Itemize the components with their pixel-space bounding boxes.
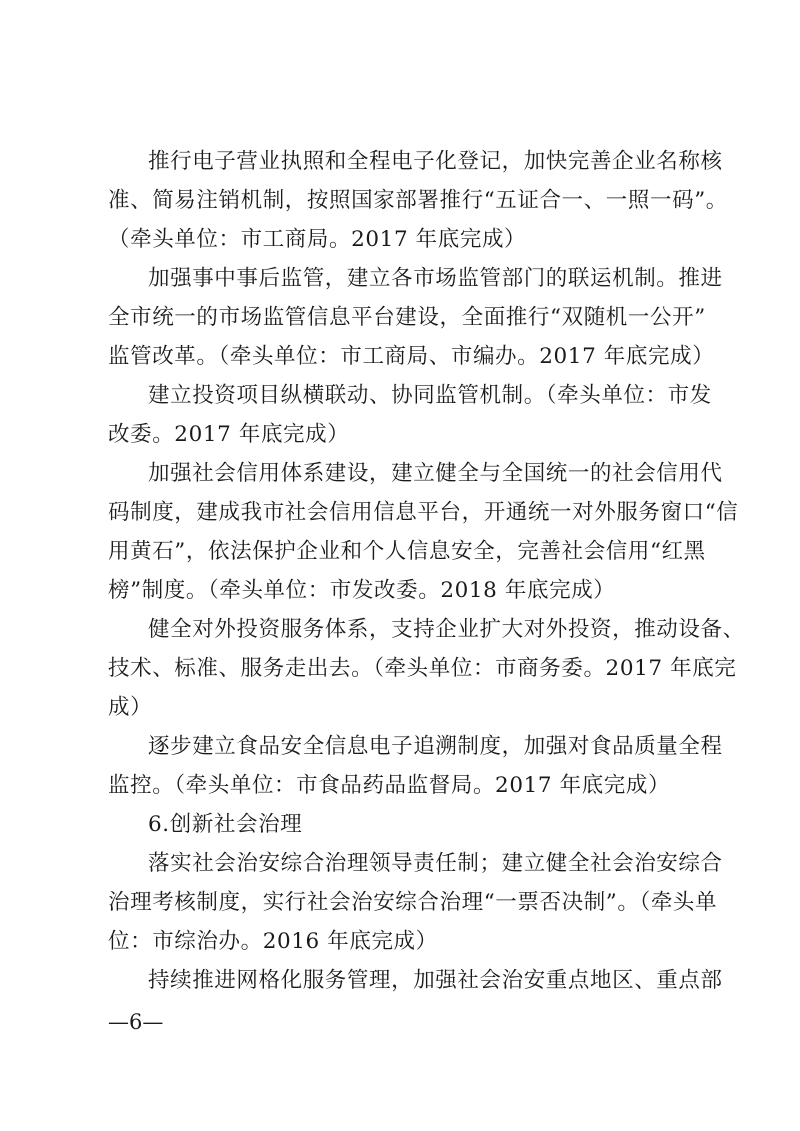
text-line: 成）: [108, 695, 153, 720]
text-line: （牵头单位：市工商局。2017 年底完成）: [108, 227, 527, 252]
text-line: 加强社会信用体系建设，建立健全与全国统一的社会信用代: [148, 461, 723, 486]
section-heading: 6.创新社会治理: [148, 812, 303, 837]
text-line: 逐步建立食品安全信息电子追溯制度，加强对食品质量全程: [148, 734, 723, 759]
text-line: 监控。（牵头单位：市食品药品监督局。2017 年底完成）: [108, 773, 671, 798]
text-line: 监管改革。（牵头单位：市工商局、市编办。2017 年底完成）: [108, 344, 715, 369]
text-line: 建立投资项目纵横联动、协同监管机制。（牵头单位：市发: [148, 383, 712, 408]
text-line: 改委。2017 年底完成）: [108, 422, 350, 447]
text-line: 推行电子营业执照和全程电子化登记，加快完善企业名称核: [148, 149, 723, 174]
text-line: 全市统一的市场监管信息平台建设，全面推行“双随机一公开”: [108, 305, 706, 330]
text-line: 健全对外投资服务体系，支持企业扩大对外投资，推动设备、: [148, 617, 745, 642]
text-line: 准、简易注销机制，按照国家部署推行“五证合一、一照一码”。: [108, 188, 728, 213]
text-line: 榜”制度。（牵头单位：市发改委。2018 年底完成）: [108, 578, 616, 603]
page-number: —6—: [108, 1010, 164, 1034]
text-line: 落实社会治安综合治理领导责任制；建立健全社会治安综合: [148, 851, 723, 876]
text-line: 用黄石”，依法保护企业和个人信息安全，完善社会信用“红黑: [108, 539, 706, 564]
text-line: 治理考核制度，实行社会治安综合治理“一票否决制”。（牵头单: [108, 890, 718, 915]
text-line: 位：市综治办。2016 年底完成）: [108, 929, 438, 954]
document-body: [108, 142, 745, 1000]
text-line: 技术、标准、服务走出去。（牵头单位：市商务委。2017 年底完: [108, 656, 737, 681]
text-line: 加强事中事后监管，建立各市场监管部门的联运机制。推进: [148, 266, 723, 291]
text-line: 码制度，建成我市社会信用信息平台，开通统一对外服务窗口“信: [108, 500, 739, 525]
text-line: 持续推进网格化服务管理，加强社会治安重点地区、重点部: [148, 968, 723, 993]
